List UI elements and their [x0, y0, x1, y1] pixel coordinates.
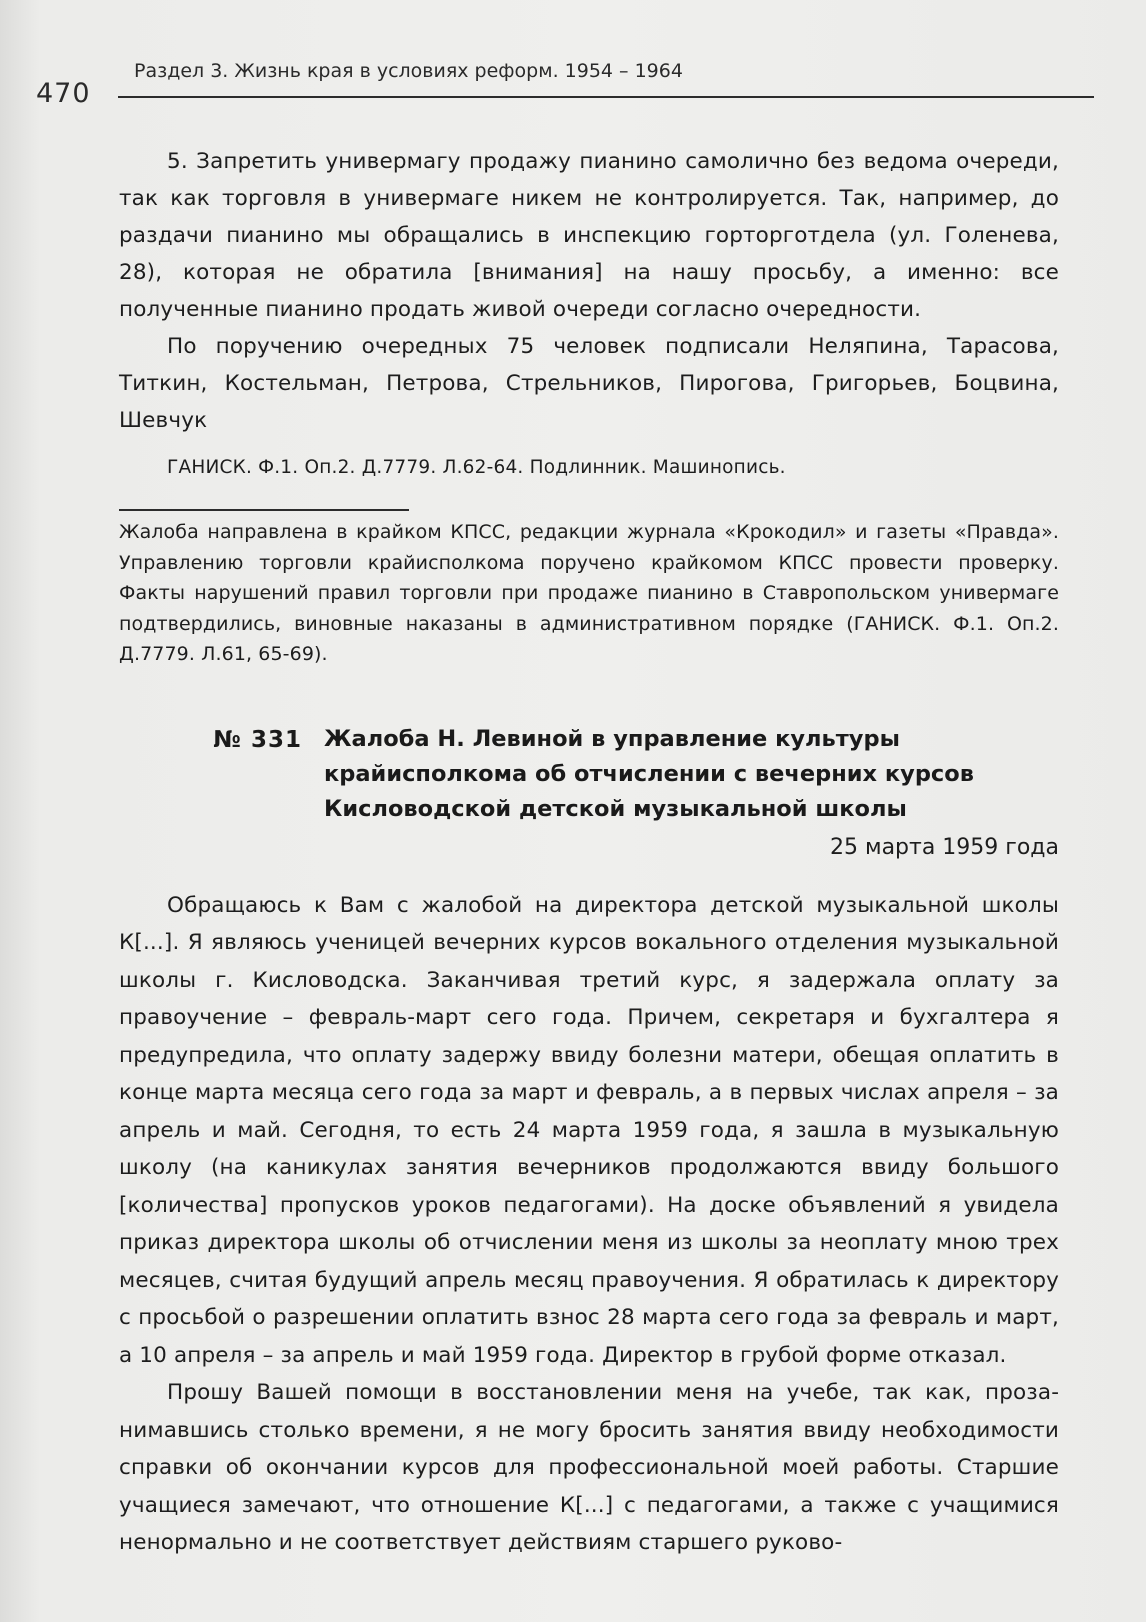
paragraph: По поручению очередных 75 человек подписали Неляпина, Тарасова, Титкин, Костельман, Петрова, Стрельников, Пирогова, Григорьев, Боцвина, Шевчук — [119, 334, 1059, 433]
page-content — [119, 143, 1059, 1562]
footnote-rule — [119, 509, 409, 511]
editorial-note: Жалоба направлена в крайком КПСС, редакции журнала «Крокодил» и газеты «Правда». Управлению торговли крайисполкома поручено крайкомом КПСС провести проверку. Факты нарушений правил торговли при продаже пианино в Ставропольском универмаге подтвердились, виновные наказаны в административном порядке (ГАНИСК. Ф.1. Оп.2. Д.7779. Л.61, 65-69). — [119, 521, 1059, 665]
archival-source: ГАНИСК. Ф.1. Оп.2. Д.7779. Л.62-64. Подлинник. Машинопись. — [167, 457, 786, 478]
document-date: 25 марта 1959 года — [829, 834, 1059, 860]
running-title: Раздел 3. Жизнь края в условиях реформ. 1954 – 1964 — [134, 60, 683, 82]
paragraph: Прошу Вашей помощи в восстановлении меня на учебе, так как, прозанимавшись столько времени, я не могу бросить занятия ввиду необходимости справки об окончании курсов для профессиональной моей работы. Старшие учащиеся замечают, что отношение К[...] с педагогами, а также с учащимися ненормально и не соответствует действиям старшего руково- — [119, 1380, 1059, 1555]
document-body — [119, 887, 1059, 1562]
document-title: Жалоба Н. Левиной в управление культуры крайисполкома об отчислении с вечерних курсов Кисловодской детской музыкальной школы — [324, 725, 974, 822]
paragraph: Обращаюсь к Вам с жалобой на директора детской музыкальной школы К[...]. Я являюсь ученицей вечерних курсов вокального отделения музыкальной школы г. Кисловодска. Заканчивая третий курс, я задержала оплату за правоучение – февраль-март сего года. Причем, секретаря и бухгалтера я предупредила, что оплату задержу ввиду болезни матери, обещая оплатить в конце марта месяца сего года за март и февраль, а в первых числах апреля – за апрель и май. Сегодня, то есть 24 марта 1959 года, я зашла в музыкальную школу (на каникулах занятия вечерников продолжаются ввиду большого [количества] пропусков уроков педагогами). На доске объявлений я увидела приказ директора школы об отчислении меня из школы за неоплату мною трех месяцев, считая будущий апрель месяц правоучения. Я обратилась к директору с просьбой о разрешении оплатить взнос 28 марта сего года за февраль и март, а 10 апреля – за апрель и май 1959 года. Директор в грубой форме отказал. — [119, 892, 1059, 1368]
document-heading — [119, 722, 1059, 827]
document-number: № 331 — [213, 726, 302, 753]
paragraph: 5. Запретить универмагу продажу пианино самолично без ведома очереди, так как торговля в универмаге никем не контролируется. Так, например, до раздачи пианино мы обращались в инспекцию горторготдела (ул. Голенева, 28), которая не обратила [внимания] на нашу просьбу, а именно: все полученные пианино продать живой очереди согласно очередности. — [119, 149, 1059, 322]
previous-document-ending — [119, 143, 1059, 670]
document-331 — [119, 722, 1059, 1562]
header-rule — [118, 96, 1094, 98]
page-number: 470 — [36, 78, 91, 109]
page-header — [36, 56, 1096, 109]
